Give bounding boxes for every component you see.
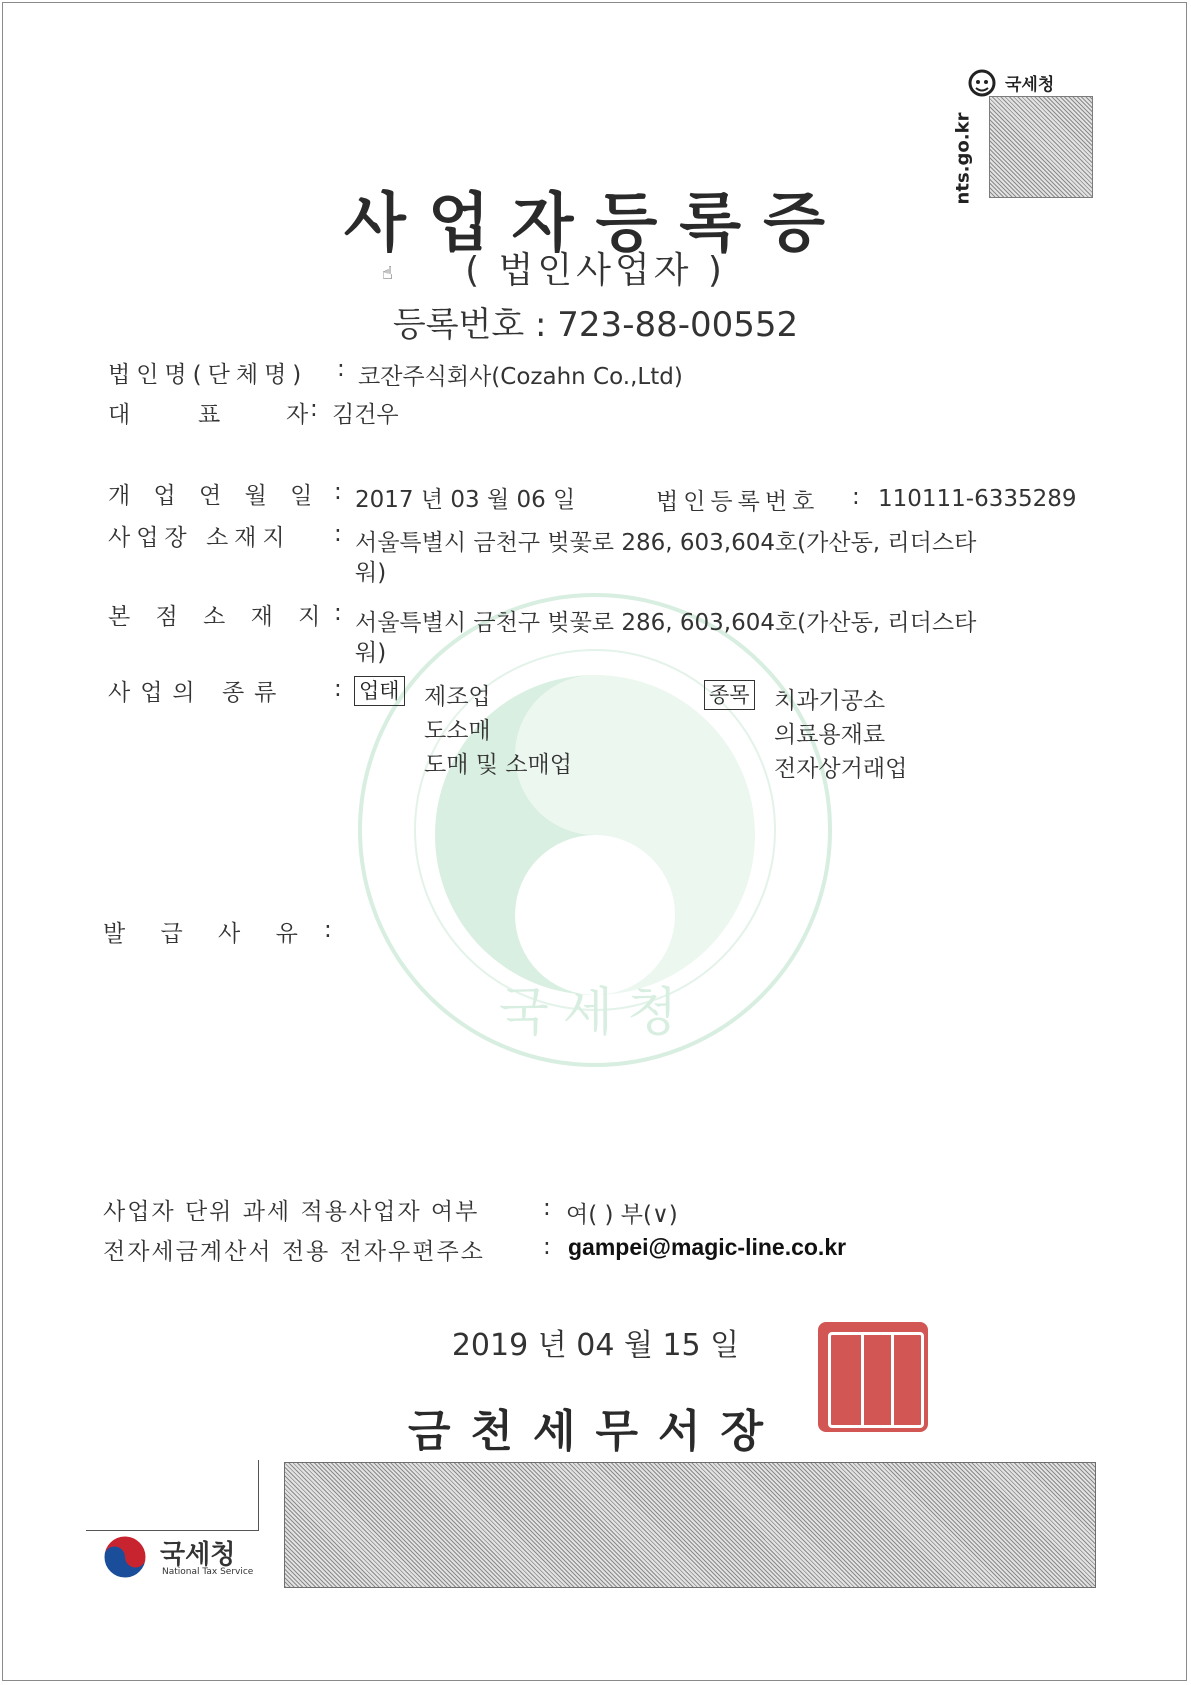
colon: :: [334, 676, 342, 702]
representative-value: 김건우: [332, 402, 399, 428]
barcode-security-pattern: [284, 1462, 1096, 1588]
footer-logo-english: National Tax Service: [162, 1567, 254, 1577]
colon: :: [334, 479, 342, 505]
category-item: 도매 및 소매업: [424, 752, 572, 778]
head-office-label: 본 점 소 재 지: [108, 604, 330, 630]
nts-label: 국세청: [1005, 75, 1055, 95]
head-office-line2: 워): [355, 640, 387, 666]
business-type-label: 사업의 종류: [108, 680, 287, 706]
open-date-label: 개 업 연 월 일: [108, 483, 321, 509]
colon: :: [337, 356, 345, 382]
nts-url: nts.go.kr: [952, 112, 974, 205]
category-tag: 업태: [354, 676, 405, 706]
issue-date: 2019 년 04 월 15 일: [451, 1328, 740, 1363]
colon: :: [852, 484, 860, 510]
colon: :: [334, 600, 342, 626]
issue-reason-label: 발 급 사 유: [103, 921, 312, 947]
tax-office-name: 금천세무서장: [407, 1406, 784, 1457]
corp-reg-no-label: 법인등록번호: [656, 489, 820, 515]
business-item: 의료용재료: [774, 722, 886, 748]
footer-logo-name: 국세청: [160, 1540, 236, 1570]
footer-logo-box: [86, 1460, 259, 1531]
hand-cursor-icon: ☝: [382, 263, 393, 284]
colon: :: [543, 1234, 551, 1260]
business-item: 전자상거래업: [774, 756, 908, 782]
corp-name-label: 법인명(단체명): [108, 362, 308, 388]
category-item: 도소매: [424, 718, 491, 744]
business-item: 치과기공소: [774, 688, 886, 714]
watermark-seal: [350, 590, 840, 1070]
corp-reg-no-value: 110111-6335289: [878, 486, 1077, 512]
email-value: gampei@magic-line.co.kr: [568, 1234, 847, 1260]
corp-name-value: 코잔주식회사(Cozahn Co.,Ltd): [358, 364, 683, 390]
registration-label: 등록번호 :: [392, 305, 547, 345]
tax-unit-label: 사업자 단위 과세 적용사업자 여부: [103, 1199, 480, 1225]
business-address-line1: 서울특별시 금천구 벚꽃로 286, 603,604호(가산동, 리더스타: [355, 530, 977, 556]
colon: :: [324, 917, 332, 943]
document-title: 사업자등록증: [344, 187, 847, 261]
official-seal-stamp: [818, 1322, 928, 1432]
colon: :: [543, 1195, 551, 1221]
head-office-line1: 서울특별시 금천구 벚꽃로 286, 603,604호(가산동, 리더스타: [355, 610, 977, 636]
business-address-label: 사업장 소재지: [108, 525, 291, 551]
open-date-value: 2017 년 03 월 06 일: [355, 487, 576, 513]
document-subtitle: ( 법인사업자 ): [465, 250, 726, 291]
tax-unit-value: 여( ) 부(∨): [566, 1202, 678, 1228]
taeguk-logo-icon: [102, 1534, 148, 1580]
registration-number: [0, 297, 1191, 346]
colon: :: [334, 521, 342, 547]
item-tag: 종목: [704, 680, 755, 710]
category-item: 제조업: [424, 684, 491, 710]
registration-value: 723-88-00552: [557, 305, 799, 345]
business-address-line2: 워): [355, 560, 387, 586]
colon: :: [310, 396, 318, 422]
email-label: 전자세금계산서 전용 전자우편주소: [103, 1239, 485, 1265]
nts-mascot-icon: [965, 68, 999, 98]
watermark-text: 국세청: [498, 983, 692, 1043]
